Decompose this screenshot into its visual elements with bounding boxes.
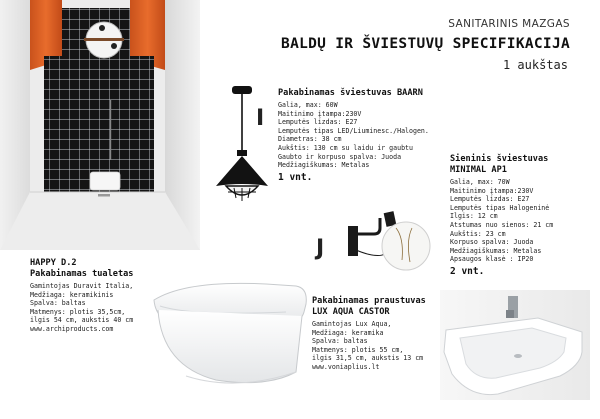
spec-line: Lemputės lizdas: E27 — [278, 118, 358, 127]
toilet-title: Pakabinamas tualetas — [30, 269, 134, 279]
bathroom-render-graphic — [0, 0, 200, 250]
section-subtitle: SANITARINIS MAZGAS — [448, 18, 570, 30]
wall-light-image — [344, 190, 444, 284]
spec-line: Matmenys: plotis 55 cm, — [312, 345, 404, 354]
spec-line: Gamintojas Lux Aqua, — [312, 320, 392, 328]
wall-light-quantity: 2 vnt. — [450, 265, 485, 277]
spec-line: Spalva: baltas — [30, 299, 86, 308]
spec-line: Ilgis: 12 cm — [450, 212, 498, 221]
wall-light-spec — [450, 154, 553, 277]
page-title: BALDŲ IR ŠVIESTUVŲ SPECIFIKACIJA — [281, 36, 570, 52]
spec-line: Galia, max: 70W — [450, 178, 510, 186]
spec-line: Lemputės lizdas: E27 — [450, 195, 530, 204]
spec-line: Matmenys: plotis 35,5cm, — [30, 307, 126, 316]
pendant-light-title: Pakabinamas šviestuvas BAARN — [278, 88, 423, 98]
spec-line: Lemputės tipas Halogeninė — [450, 203, 550, 212]
spec-line: Medžiagiškumas: Metalas — [450, 246, 542, 255]
spec-line: Spalva: baltas — [312, 337, 368, 346]
spec-line: Gaubto ir korpuso spalva: Juoda — [278, 152, 402, 161]
pendant-light-quantity: 1 vnt. — [278, 171, 313, 183]
spec-line: Diametras: 38 cm — [278, 135, 342, 144]
spec-line: Medžiagiškumas: Metalas — [278, 161, 370, 170]
wall-light-graphic — [344, 190, 444, 280]
spec-line: ilgis 54 cm, aukstis 40 cm — [30, 316, 134, 325]
toilet-graphic — [146, 276, 310, 392]
wall-light-marker: J — [316, 236, 325, 261]
spec-line: Korpuso spalva: Juoda — [450, 238, 534, 247]
spec-line: Lemputės tipas LED/Liuminesc./Halogen. — [278, 126, 429, 135]
spec-line: www.archiproducts.com — [30, 324, 114, 333]
spec-line: Medžiaga: keramikinis — [30, 290, 114, 299]
spec-line: Maitinimo įtampa:230V — [450, 186, 534, 195]
spec-line: Maitinimo įtampa:230V — [278, 109, 362, 118]
spec-line: Gamintojas Duravit Italia, — [30, 282, 134, 290]
spec-line: ilgis 31,5 cm, aukstis 13 cm — [312, 354, 424, 363]
wall-light-model: MINIMAL AP1 — [450, 165, 507, 175]
toilet-spec — [30, 258, 133, 334]
spec-line: Aukštis: 130 cm su laidu ir gaubtu — [278, 143, 413, 152]
sink-graphic — [440, 290, 590, 400]
pendant-light-graphic — [212, 82, 272, 202]
spec-line: Galia, max: 60W — [278, 101, 338, 109]
spec-line: Aukštis: 23 cm — [450, 229, 506, 238]
spec-line: Medžiaga: keramika — [312, 328, 384, 337]
floor-label: 1 aukštas — [502, 58, 568, 72]
spec-line: Apsaugos klasė : IP20 — [450, 255, 534, 264]
spec-line: www.voniaplius.lt — [312, 362, 380, 371]
pendant-light-marker: I — [256, 106, 265, 131]
sink-spec — [312, 296, 426, 372]
toilet-image — [146, 276, 310, 396]
sink-image — [440, 290, 590, 404]
pendant-light-spec — [278, 88, 429, 183]
bathroom-render — [0, 0, 200, 250]
sink-model: LUX AQUA CASTOR — [312, 307, 390, 317]
sink-title: Pakabinamas praustuvas — [312, 296, 426, 306]
pendant-light-image — [212, 82, 272, 206]
spec-line: Atstumas nuo sienos: 21 cm — [450, 220, 554, 229]
toilet-model: HAPPY D.2 — [30, 258, 77, 268]
wall-light-title: Sieninis šviestuvas — [450, 154, 549, 164]
